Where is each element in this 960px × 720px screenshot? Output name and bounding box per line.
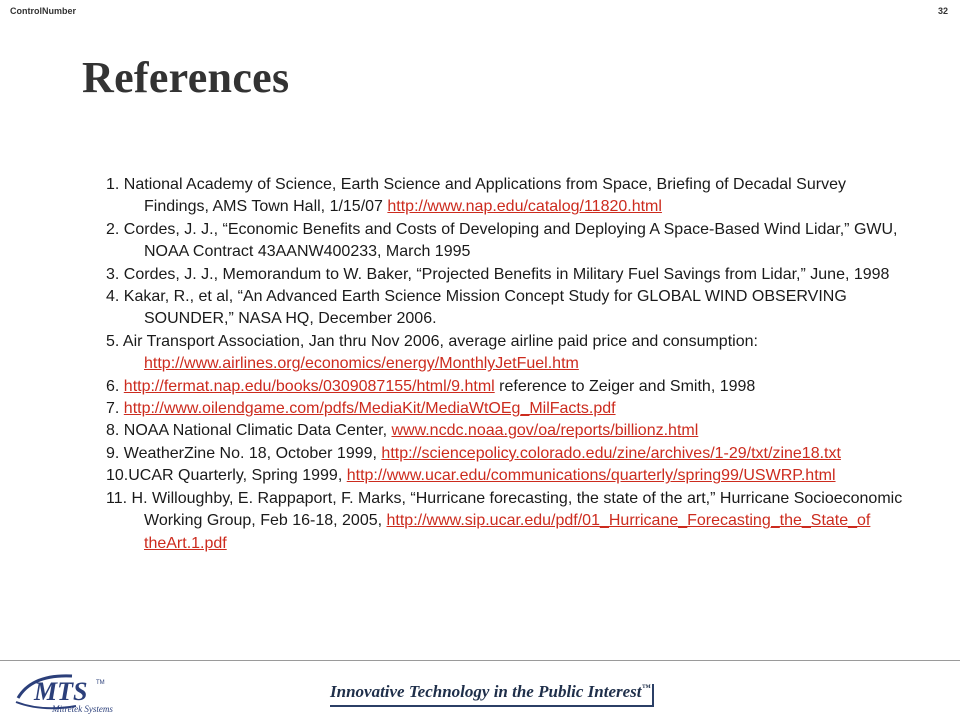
reference-link[interactable]: http://www.nap.edu/catalog/11820.html xyxy=(387,198,662,216)
page-number: 32 xyxy=(937,6,948,16)
reference-item xyxy=(106,286,906,331)
reference-number: 2. xyxy=(106,220,120,238)
reference-number: 4. xyxy=(106,288,120,306)
reference-number: 5. xyxy=(106,332,120,350)
reference-link[interactable]: http://fermat.nap.edu/books/0309087155/html/9.html xyxy=(123,377,495,395)
reference-text: Cordes, J. J., Memorandum to W. Baker, “Projected Benefits in Military Fuel Savings from Lidar,” June, 1998 xyxy=(119,265,890,283)
footer-divider xyxy=(0,660,960,661)
reference-number: 10. xyxy=(106,467,129,485)
reference-number: 11. xyxy=(106,489,128,507)
page-title: References xyxy=(82,53,290,102)
reference-item xyxy=(106,398,906,420)
logo-text: MTS xyxy=(34,677,88,706)
reference-item xyxy=(106,488,906,555)
reference-number: 8. xyxy=(106,422,120,440)
reference-link[interactable]: http://www.ucar.edu/communications/quarterly/spring99/USWRP.html xyxy=(346,467,836,485)
reference-item xyxy=(106,219,906,264)
tagline-bar-end xyxy=(652,684,654,707)
logo-subtext: Mitretek Systems xyxy=(52,704,113,714)
reference-text: WeatherZine No. 18, October 1999, xyxy=(119,444,382,462)
mts-logo xyxy=(12,668,152,716)
reference-link[interactable]: http://www.sip.ucar.edu/pdf/01_Hurricane_Forecasting_the_State_of theArt.1.pdf xyxy=(144,512,871,552)
reference-number: 1. xyxy=(106,176,120,193)
reference-link[interactable]: http://www.oilendgame.com/pdfs/MediaKit/MediaWtOEg_MilFacts.pdf xyxy=(123,400,616,418)
reference-number: 9. xyxy=(106,444,120,462)
control-number: ControlNumber xyxy=(10,6,76,16)
reference-number: 6. xyxy=(106,377,120,395)
reference-item xyxy=(106,443,906,465)
reference-number: 3. xyxy=(106,265,120,283)
tagline-text: Innovative Technology in the Public Interest xyxy=(330,682,642,701)
reference-text: H. Willoughby, E. Rappaport, F. Marks, “Hurricane forecasting, the state of the art,” Hurricane Socioeconomic Working Group, Feb 16-18, 2005, xyxy=(127,489,903,530)
reference-item xyxy=(106,174,906,219)
reference-text: Air Transport Association, Jan thru Nov 2006, average airline paid price and consumption: xyxy=(119,332,758,350)
reference-text: National Academy of Science, Earth Science and Applications from Space, Briefing of Decadal Survey Findings, AMS Town Hall, 1/15/07 xyxy=(119,176,846,216)
tagline-underline xyxy=(330,705,652,707)
reference-link[interactable]: http://www.airlines.org/economics/energy/MonthlyJetFuel.htm xyxy=(144,355,579,373)
reference-item xyxy=(106,376,906,398)
tagline-trademark: ™ xyxy=(641,682,651,693)
reference-link[interactable]: http://sciencepolicy.colorado.edu/zine/archives/1-29/txt/zine18.txt xyxy=(381,444,841,462)
reference-text: UCAR Quarterly, Spring 1999, xyxy=(128,467,347,485)
reference-text: NOAA National Climatic Data Center, xyxy=(119,422,392,440)
reference-text: Cordes, J. J., “Economic Benefits and Costs of Developing and Deploying A Space-Based Wind Lidar,” GWU, NOAA Contract 43AANW400233, March 1995 xyxy=(119,220,898,261)
reference-text: Kakar, R., et al, “An Advanced Earth Science Mission Concept Study for GLOBAL WIND OBSERVING SOUNDER,” NASA HQ, December 2006. xyxy=(119,288,847,328)
reference-item xyxy=(106,420,906,442)
reference-link[interactable]: www.ncdc.noaa.gov/oa/reports/billionz.html xyxy=(391,422,699,440)
reference-item xyxy=(106,331,906,376)
reference-item xyxy=(106,264,906,286)
reference-item xyxy=(106,465,906,487)
reference-trailing-text: reference to Zeiger and Smith, 1998 xyxy=(494,377,756,395)
reference-list xyxy=(106,174,906,555)
reference-number: 7. xyxy=(106,400,120,418)
logo-trademark: TM xyxy=(96,680,105,686)
footer-tagline xyxy=(330,682,651,702)
